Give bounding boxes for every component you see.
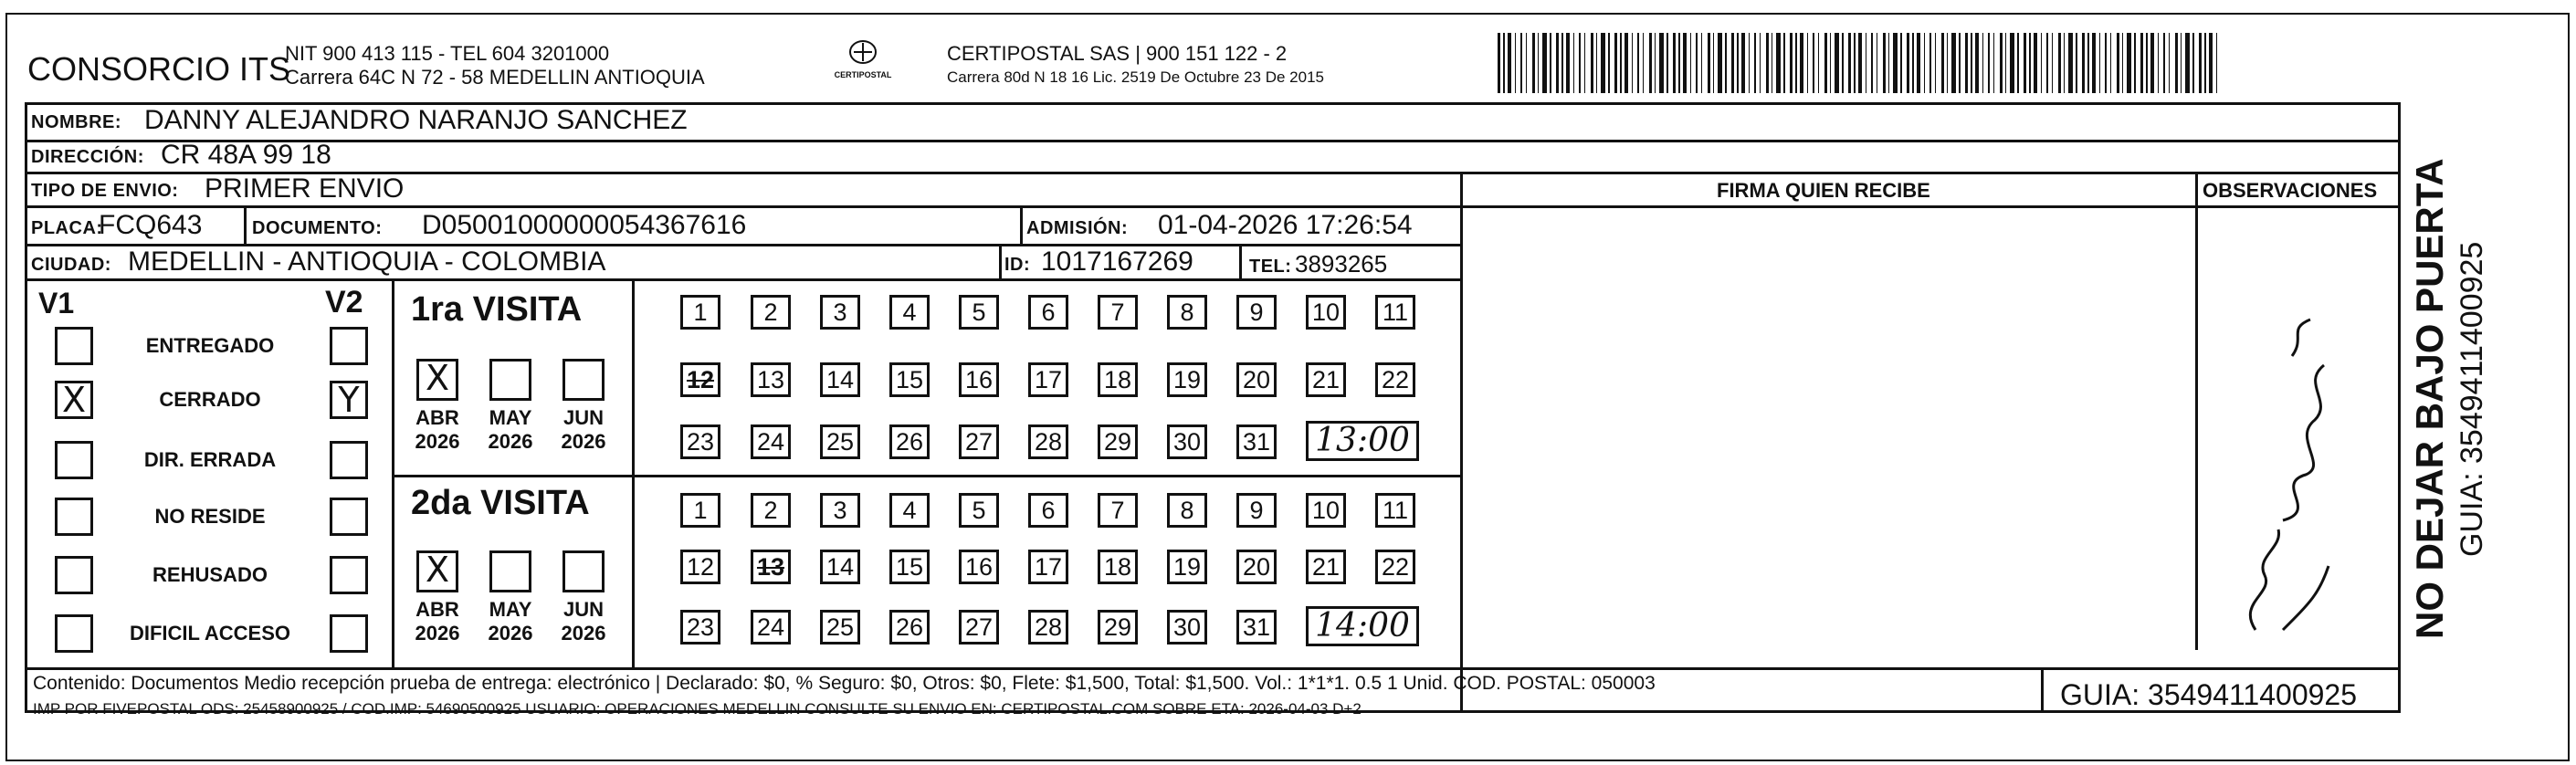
firma-header: FIRMA QUIEN RECIBE	[1717, 179, 1930, 202]
visit-time-box[interactable]: 14:00	[1306, 606, 1419, 646]
day-box[interactable]: 9	[1236, 295, 1277, 330]
nombre-label: NOMBRE:	[31, 112, 122, 132]
month-checkbox[interactable]	[489, 359, 531, 401]
documento-value: D05001000000054367616	[422, 210, 747, 240]
day-box[interactable]: 7	[1098, 295, 1138, 330]
carrier-address: Carrera 80d N 18 16 Lic. 2519 De Octubre 23 De 2015	[947, 68, 1324, 86]
side-guia: GUIA: 3549411400925	[2455, 241, 2489, 557]
status-label: DIR. ERRADA	[143, 448, 277, 471]
day-box[interactable]: 4	[889, 295, 930, 330]
nombre-value: DANNY ALEJANDRO NARANJO SANCHEZ	[144, 105, 688, 135]
month-name: JUN	[563, 598, 604, 621]
logo-icon	[845, 38, 881, 66]
logo-text: CERTIPOSTAL	[834, 70, 892, 79]
status-label: CERRADO	[159, 388, 261, 411]
day-box[interactable]: 25	[820, 424, 860, 459]
day-box[interactable]: 5	[959, 493, 999, 528]
month-name: ABR	[415, 598, 459, 621]
visit-time-box[interactable]: 13:00	[1306, 421, 1419, 461]
month-name: JUN	[563, 406, 604, 429]
day-box[interactable]: 1	[680, 493, 720, 528]
ciudad-value: MEDELLIN - ANTIOQUIA - COLOMBIA	[128, 246, 606, 277]
month-year: 2026	[415, 430, 460, 453]
month-year: 2026	[415, 622, 460, 644]
ciudad-label: CIUDAD:	[31, 255, 111, 275]
month-checkbox[interactable]: X	[416, 359, 458, 401]
day-box[interactable]: 31	[1236, 610, 1277, 644]
direccion-value: CR 48A 99 18	[161, 140, 331, 170]
day-box[interactable]: 23	[680, 610, 720, 644]
status-v2-checkbox[interactable]	[330, 441, 368, 479]
visit1-title: 1ra VISITA	[411, 290, 583, 329]
day-box[interactable]: 25	[820, 610, 860, 644]
day-box[interactable]: 4	[889, 493, 930, 528]
certipostal-logo	[826, 38, 899, 93]
day-box[interactable]: 6	[1028, 295, 1068, 330]
day-box[interactable]: 16	[959, 362, 999, 397]
day-box[interactable]: 18	[1098, 550, 1138, 584]
day-box[interactable]: 3	[820, 493, 860, 528]
day-box[interactable]: 2	[751, 295, 791, 330]
day-box[interactable]: 10	[1306, 493, 1346, 528]
day-box[interactable]: 29	[1098, 610, 1138, 644]
tipo-value: PRIMER ENVIO	[205, 173, 405, 204]
direccion-label: DIRECCIÓN:	[31, 147, 144, 167]
status-v1-checkbox[interactable]	[55, 441, 93, 479]
day-box[interactable]: 12	[680, 550, 720, 584]
day-box[interactable]: 8	[1167, 493, 1207, 528]
tel-value: 3893265	[1295, 250, 1388, 278]
month-checkbox[interactable]	[563, 550, 605, 592]
status-v2-checkbox[interactable]	[330, 556, 368, 594]
day-box[interactable]: 20	[1236, 362, 1277, 397]
month-checkbox[interactable]: X	[416, 550, 458, 592]
day-box[interactable]: 22	[1375, 550, 1415, 584]
day-box[interactable]: 19	[1167, 550, 1207, 584]
day-box[interactable]: 22	[1375, 362, 1415, 397]
day-box[interactable]: 11	[1375, 295, 1415, 330]
day-box[interactable]: 3	[820, 295, 860, 330]
day-box[interactable]: 14	[820, 362, 860, 397]
day-box[interactable]: 23	[680, 424, 720, 459]
day-box[interactable]: 31	[1236, 424, 1277, 459]
month-checkbox[interactable]	[563, 359, 605, 401]
month-checkbox[interactable]	[489, 550, 531, 592]
day-box[interactable]: 29	[1098, 424, 1138, 459]
day-box[interactable]: 16	[959, 550, 999, 584]
day-box[interactable]: 17	[1028, 550, 1068, 584]
status-label: DIFICIL ACCESO	[129, 622, 290, 644]
day-box[interactable]: 2	[751, 493, 791, 528]
day-box[interactable]: 27	[959, 424, 999, 459]
day-box[interactable]: 7	[1098, 493, 1138, 528]
handwritten-signature	[2219, 301, 2347, 648]
status-v2-checkbox[interactable]: Y	[330, 381, 368, 419]
placa-label: PLACA:	[31, 218, 103, 238]
day-box[interactable]: 13	[751, 362, 791, 397]
company-nit: NIT 900 413 115 - TEL 604 3201000	[285, 42, 610, 65]
day-box[interactable]: 14	[820, 550, 860, 584]
v1-header: V1	[38, 287, 75, 320]
day-box[interactable]: 1	[680, 295, 720, 330]
month-year: 2026	[561, 622, 606, 644]
day-box[interactable]: 28	[1028, 610, 1068, 644]
day-box[interactable]: 6	[1028, 493, 1068, 528]
day-box[interactable]: 30	[1167, 610, 1207, 644]
day-box[interactable]: 19	[1167, 362, 1207, 397]
v2-header: V2	[325, 285, 363, 320]
day-box[interactable]: 20	[1236, 550, 1277, 584]
day-box[interactable]: 13	[751, 550, 791, 584]
day-box[interactable]: 24	[751, 424, 791, 459]
barcode	[1498, 33, 2224, 93]
visit2-title: 2da VISITA	[411, 484, 590, 522]
month-name: ABR	[415, 406, 459, 429]
day-box[interactable]: 11	[1375, 493, 1415, 528]
footer-guia: GUIA: 3549411400925	[2060, 678, 2357, 711]
placa-value: FCQ643	[99, 210, 203, 240]
day-box[interactable]: 15	[889, 550, 930, 584]
day-box[interactable]: 26	[889, 610, 930, 644]
month-name: MAY	[489, 598, 532, 621]
day-box[interactable]: 10	[1306, 295, 1346, 330]
day-box[interactable]: 9	[1236, 493, 1277, 528]
month-year: 2026	[488, 622, 533, 644]
day-box[interactable]: 12	[680, 362, 720, 397]
day-box[interactable]: 17	[1028, 362, 1068, 397]
admision-value: 01-04-2026 17:26:54	[1158, 210, 1413, 240]
day-box[interactable]: 27	[959, 610, 999, 644]
status-label: NO RESIDE	[154, 505, 266, 528]
status-v2-checkbox[interactable]	[330, 614, 368, 653]
month-year: 2026	[561, 430, 606, 453]
status-v2-checkbox[interactable]	[330, 327, 368, 365]
day-box[interactable]: 15	[889, 362, 930, 397]
day-box[interactable]: 21	[1306, 362, 1346, 397]
day-box[interactable]: 30	[1167, 424, 1207, 459]
month-year: 2026	[488, 430, 533, 453]
footer-line1: Contenido: Documentos Medio recepción prueba de entrega: electrónico | Declarado: $0, % Seguro: $0, Otros: $0, Flete: $1,500, Total: $1,500. Vol.: 1*1*1. 0.5 1 Unid. COD. POSTAL: 050003	[33, 673, 1656, 694]
id-label: ID:	[1004, 255, 1031, 275]
company-name: CONSORCIO ITS	[27, 50, 291, 88]
admision-label: ADMISIÓN:	[1026, 218, 1129, 238]
observaciones-header: OBSERVACIONES	[2203, 179, 2378, 202]
day-box[interactable]: 18	[1098, 362, 1138, 397]
carrier-line: CERTIPOSTAL SAS | 900 151 122 - 2	[947, 42, 1288, 65]
status-v1-checkbox[interactable]	[55, 614, 93, 653]
footer-line2: IMP POR FIVEPOSTAL ODS: 25458900925 / COD.IMP: 54690500925 USUARIO: OPERACIONES MEDELLIN CONSULTE SU ENVIO EN: CERTIPOSTAL.COM SOBRE ETA: 2026-04-03 D+2	[33, 700, 1362, 718]
month-name: MAY	[489, 406, 532, 429]
tipo-label: TIPO DE ENVIO:	[31, 181, 179, 201]
side-warning: NO DEJAR BAJO PUERTA	[2408, 158, 2451, 639]
documento-label: DOCUMENTO:	[252, 218, 383, 238]
status-v2-checkbox[interactable]	[330, 498, 368, 536]
status-v1-checkbox[interactable]: X	[55, 381, 93, 419]
status-label: ENTREGADO	[145, 334, 275, 357]
day-box[interactable]: 5	[959, 295, 999, 330]
day-box[interactable]: 28	[1028, 424, 1068, 459]
day-box[interactable]: 8	[1167, 295, 1207, 330]
status-v1-checkbox[interactable]	[55, 498, 93, 536]
day-box[interactable]: 24	[751, 610, 791, 644]
id-value: 1017167269	[1041, 246, 1193, 277]
day-box[interactable]: 21	[1306, 550, 1346, 584]
status-v1-checkbox[interactable]	[55, 327, 93, 365]
day-box[interactable]: 26	[889, 424, 930, 459]
status-v1-checkbox[interactable]	[55, 556, 93, 594]
tel-label: TEL:	[1249, 257, 1292, 277]
status-label: REHUSADO	[152, 563, 268, 586]
company-address: Carrera 64C N 72 - 58 MEDELLIN ANTIOQUIA	[285, 66, 705, 89]
